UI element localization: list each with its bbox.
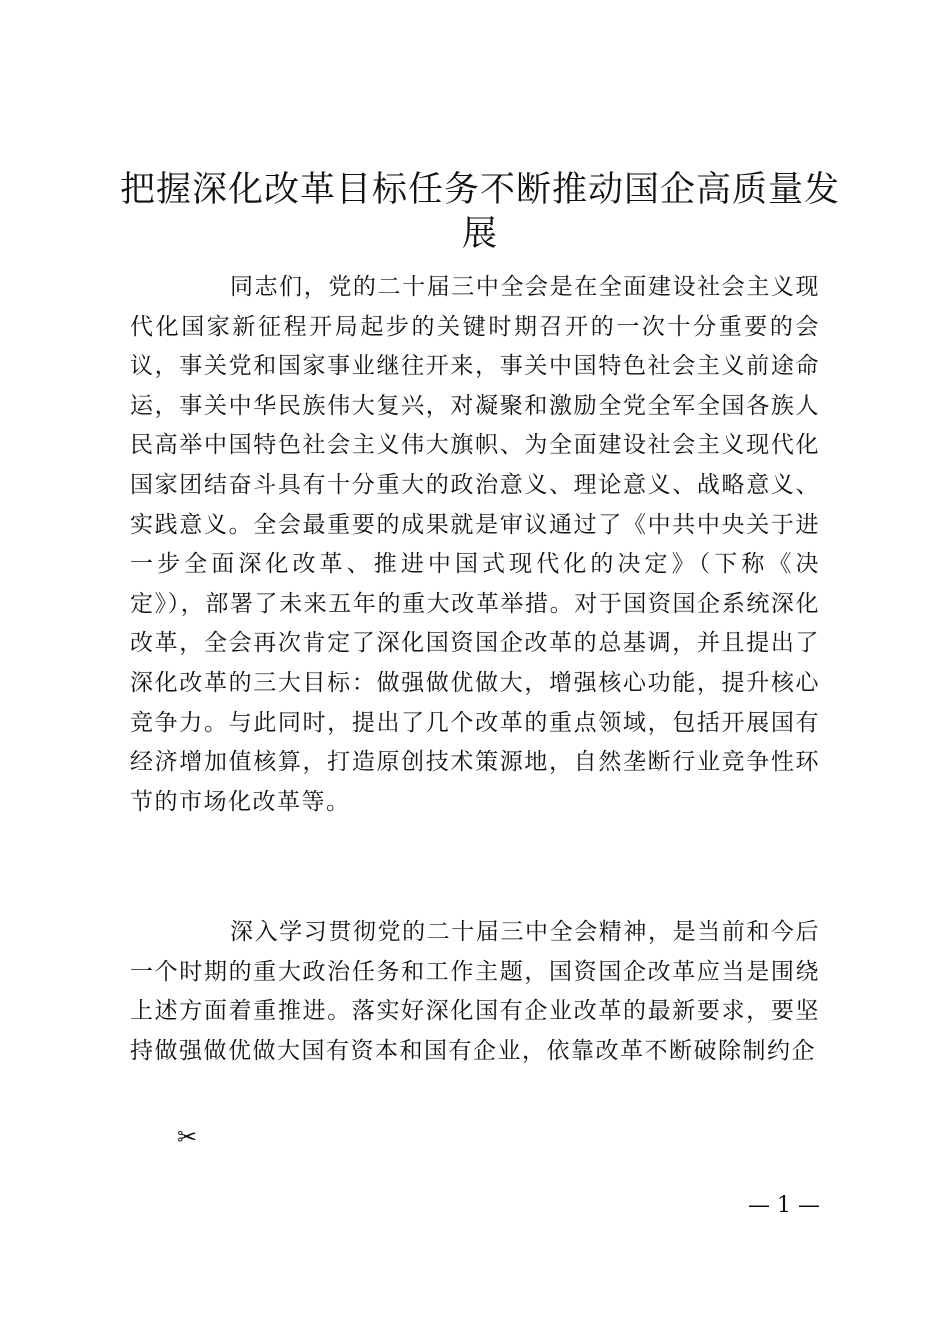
page-number: — 1 —: [748, 1193, 820, 1218]
scissors-icon: ✂: [177, 1123, 198, 1151]
body-paragraph-2: 深入学习贯彻党的二十届三中全会精神，是当前和今后一个时期的重大政治任务和工作主题，国资国企改革应当是围绕上述方面着重推进。落实好深化国有企业改革的最新要求，要坚持做强做优做大国有资本和国有企业，依靠改革不断破除制约企: [130, 919, 820, 1064]
document-title: 把握深化改革目标任务不断推动国企高质量发展: [120, 170, 841, 254]
body-paragraph-1: 同志们，党的二十届三中全会是在全面建设社会主义现代化国家新征程开局起步的关键时期召开的一次十分重要的会议，事关党和国家事业继往开来，事关中国特色社会主义前途命运，事关中华民族伟大复兴，对凝聚和激励全党全军全国各族人民高举中国特色社会主义伟大旗帜、为全面建设社会主义现代化国家团结奋斗具有十分重大的政治意义、理论意义、战略意义、实践意义。全会最重要的成果就是审议通过了《中共中央关于进一步全面深化改革、推进中国式现代化的决定》（下称《决定》），部署了未来五年的重大改革举措。对于国资国企系统深化改革，全会再次肯定了深化国资国企改革的总基调，并且提出了深化改革的三大目标：做强做优做大，增强核心功能，提升核心竞争力。与此同时，提出了几个改革的重点领域，包括开展国有经济增加值核算，打造原创技术策源地，自然垄断行业竞争性环节的市场化改革等。: [130, 274, 820, 815]
